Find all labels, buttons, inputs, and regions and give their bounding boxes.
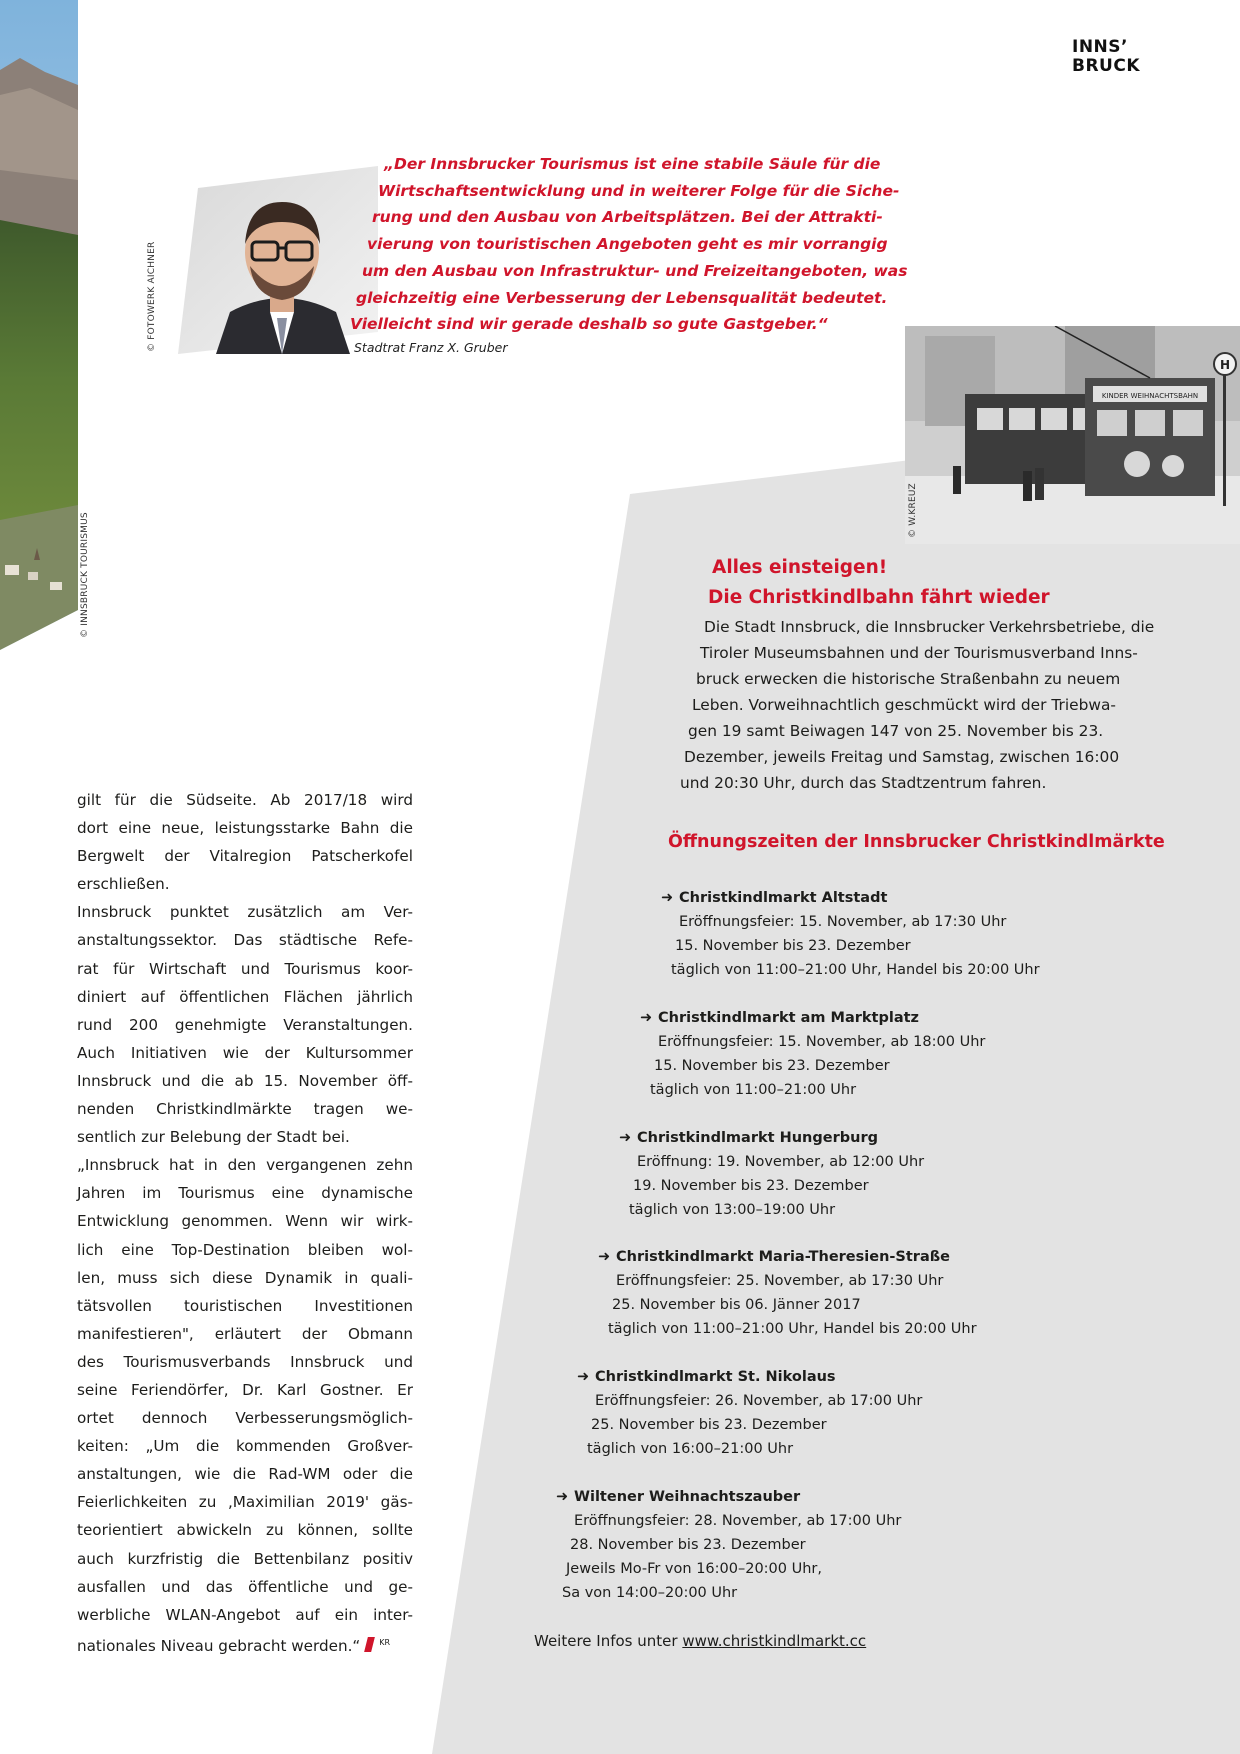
market-opening: Eröffnungsfeier: 25. November, ab 17:30 Uhr (616, 1273, 944, 1289)
arrow-right-icon: ➜ (598, 1249, 611, 1265)
tram-body-line: bruck erwecken die historische Straßenbahn zu neuem (696, 670, 1121, 688)
tram-body (678, 614, 1154, 796)
market-hours: Sa von 14:00–20:00 Uhr (562, 1585, 738, 1601)
market-opening: Eröffnungsfeier: 28. November, ab 17:00 Uhr (574, 1513, 902, 1529)
article-line: Bergwelt der Vitalregion Patscherkofel (77, 847, 413, 866)
market-item (661, 886, 1040, 982)
pull-quote (340, 151, 930, 338)
article-line: seine Feriendörfer, Dr. Karl Gostner. Er (77, 1380, 413, 1399)
article-line: Entwicklung genommen. Wenn wir wirk- (77, 1212, 413, 1231)
quote-line: „Der Innsbrucker Tourismus ist eine stabile Säule für die (384, 155, 881, 173)
market-period: 15. November bis 23. Dezember (654, 1058, 890, 1074)
innsbruck-logo (1072, 38, 1140, 76)
article-line: Innsbruck und die ab 15. November öff- (77, 1071, 413, 1090)
tram-body-line: Tiroler Museumsbahnen und der Tourismusverband Inns- (700, 644, 1138, 662)
article-line: nenden Christkindlmärkte tragen we- (77, 1100, 413, 1119)
article-line: teorientiert abwickeln zu können, sollte (77, 1521, 413, 1540)
market-name: ➜ Wiltener Weihnachtszauber (556, 1485, 901, 1509)
tram-body-line: Dezember, jeweils Freitag und Samstag, zwischen 16:00 (684, 748, 1120, 766)
quote-author: Stadtrat Franz X. Gruber (354, 340, 508, 355)
tram-body-line: gen 19 samt Beiwagen 147 von 25. November bis 23. (688, 722, 1104, 740)
article-body (77, 786, 413, 1660)
market-period: 19. November bis 23. Dezember (633, 1178, 869, 1194)
article-line: Jahren im Tourismus eine dynamische (77, 1184, 413, 1203)
arrow-right-icon: ➜ (661, 890, 674, 906)
arrow-right-icon: ➜ (577, 1369, 590, 1385)
market-name: ➜ Christkindlmarkt Altstadt (661, 886, 1040, 910)
markets-title: Öffnungszeiten der Innsbrucker Christkindlmärkte (668, 832, 1165, 852)
tram-heading-line-2: Die Christkindlbahn fährt wieder (708, 587, 1050, 608)
tram-heading (708, 553, 1050, 613)
article-last-line (77, 1629, 413, 1660)
tram-body-line: Leben. Vorweihnachtlich geschmückt wird der Triebwa- (692, 696, 1116, 714)
quote-line: um den Ausbau von Infrastruktur- und Freizeitangeboten, was (362, 261, 908, 280)
svg-text:H: H (1219, 358, 1231, 372)
author-initials: KR (379, 1637, 391, 1647)
market-opening: Eröffnung: 19. November, ab 12:00 Uhr (637, 1154, 925, 1170)
tram-body-line: Die Stadt Innsbruck, die Innsbrucker Verkehrsbetriebe, die (704, 618, 1155, 636)
market-period: 25. November bis 23. Dezember (591, 1417, 827, 1433)
article-line: Feierlichkeiten zu ‚Maximilian 2019' gäs- (77, 1493, 413, 1512)
market-opening: Eröffnungsfeier: 26. November, ab 17:00 Uhr (595, 1393, 923, 1409)
market-period: 15. November bis 23. Dezember (675, 938, 911, 954)
tram-photo-credit: © W.KREUZ (908, 483, 918, 538)
logo-line-1: INNS’ (1072, 37, 1128, 57)
quote-line: rung und den Ausbau von Arbeitsplätzen. Bei der Attrakti- (372, 208, 883, 227)
article-line: dort eine neue, leistungsstarke Bahn die (77, 819, 413, 838)
article-line: rat für Wirtschaft und Tourismus koor- (77, 959, 413, 978)
article-line: Innsbruck punktet zusätzlich am Ver- (77, 903, 413, 922)
quote-line: gleichzeitig eine Verbesserung der Lebensqualität bedeutet. (356, 288, 888, 307)
article-line: ausfallen und das öffentliche und ge- (77, 1577, 413, 1596)
mountain-photo-credit: © INNSBRUCK TOURISMUS (80, 512, 90, 638)
tram-photo (905, 326, 1240, 544)
article-line: keiten: „Um die kommenden Großver- (77, 1437, 413, 1456)
article-line: len, muss sich diese Dynamik in quali- (77, 1268, 413, 1287)
mountain-photo (0, 0, 78, 650)
market-opening: Eröffnungsfeier: 15. November, ab 17:30 Uhr (679, 914, 1007, 930)
article-line: manifestieren", erläutert der Obmann (77, 1324, 413, 1343)
logo-line-2: BRUCK (1072, 56, 1141, 76)
market-item (598, 1245, 977, 1341)
article-line: „Innsbruck hat in den vergangenen zehn (77, 1156, 413, 1175)
market-hours: täglich von 16:00–21:00 Uhr (587, 1441, 794, 1457)
arrow-right-icon: ➜ (640, 1010, 653, 1026)
article-line: rund 200 genehmigte Veranstaltungen. (77, 1015, 413, 1034)
tram-sign-text: KINDER WEIHNACHTSBAHN (1101, 392, 1199, 400)
market-hours: täglich von 11:00–21:00 Uhr, Handel bis 20:00 Uhr (608, 1321, 977, 1337)
article-line: werbliche WLAN-Angebot auf ein inter- (77, 1605, 413, 1624)
market-name: ➜ Christkindlmarkt am Marktplatz (640, 1006, 985, 1030)
market-hours: Jeweils Mo-Fr von 16:00–20:00 Uhr, (566, 1561, 822, 1577)
article-line: anstaltungssektor. Das städtische Refe- (77, 931, 413, 950)
market-hours: täglich von 11:00–21:00 Uhr (650, 1082, 857, 1098)
market-item (556, 1485, 901, 1605)
christkindlmarkt-link[interactable]: www.christkindlmarkt.cc (682, 1632, 867, 1650)
article-line: erschließen. (77, 875, 170, 894)
quote-line: vierung von touristischen Angeboten geht es mir vorrangig (367, 235, 888, 254)
quote-line: Vielleicht sind wir gerade deshalb so gute Gastgeber.“ (350, 315, 828, 334)
market-name: ➜ Christkindlmarkt Hungerburg (619, 1126, 924, 1150)
article-line: sentlich zur Belebung der Stadt bei. (77, 1128, 350, 1147)
market-hours: täglich von 11:00–21:00 Uhr, Handel bis 20:00 Uhr (671, 962, 1040, 978)
market-item (577, 1365, 922, 1461)
more-info-label: Weitere Infos unter (534, 1632, 678, 1650)
market-hours: täglich von 13:00–19:00 Uhr (629, 1202, 836, 1218)
end-mark-icon (364, 1637, 375, 1652)
quote-line: Wirtschaftsentwicklung und in weiterer Folge für die Siche- (378, 181, 900, 200)
arrow-right-icon: ➜ (619, 1130, 632, 1146)
market-name: ➜ Christkindlmarkt St. Nikolaus (577, 1365, 922, 1389)
tram-body-line: und 20:30 Uhr, durch das Stadtzentrum fahren. (680, 774, 1047, 792)
market-item (619, 1126, 924, 1222)
more-info (534, 1632, 866, 1650)
market-name: ➜ Christkindlmarkt Maria-Theresien-Straße (598, 1245, 977, 1269)
article-line: auch kurzfristig die Bettenbilanz positiv (77, 1549, 413, 1568)
tram-heading-line-1: Alles einsteigen! (712, 557, 888, 578)
market-opening: Eröffnungsfeier: 15. November, ab 18:00 Uhr (658, 1034, 986, 1050)
arrow-right-icon: ➜ (556, 1489, 569, 1505)
market-item (640, 1006, 985, 1102)
article-line: diniert auf öffentlichen Flächen jährlich (77, 987, 413, 1006)
market-period: 28. November bis 23. Dezember (570, 1537, 806, 1553)
portrait-photo-credit: © FOTOWERK AICHNER (147, 241, 157, 352)
article-line: gilt für die Südseite. Ab 2017/18 wird (77, 791, 413, 809)
article-line: anstaltungen, wie die Rad-WM oder die (77, 1465, 413, 1484)
article-line: lich eine Top-Destination bleiben wol- (77, 1240, 413, 1259)
market-period: 25. November bis 06. Jänner 2017 (612, 1297, 861, 1313)
article-line: ortet dennoch Verbesserungsmöglich- (77, 1409, 413, 1428)
article-line: Auch Initiativen wie der Kultursommer (77, 1043, 413, 1062)
article-line: nationales Niveau gebracht werden.“ (77, 1636, 361, 1655)
article-line: des Tourismusverbands Innsbruck und (77, 1352, 413, 1371)
article-line: tätsvollen touristischen Investitionen (77, 1296, 413, 1315)
